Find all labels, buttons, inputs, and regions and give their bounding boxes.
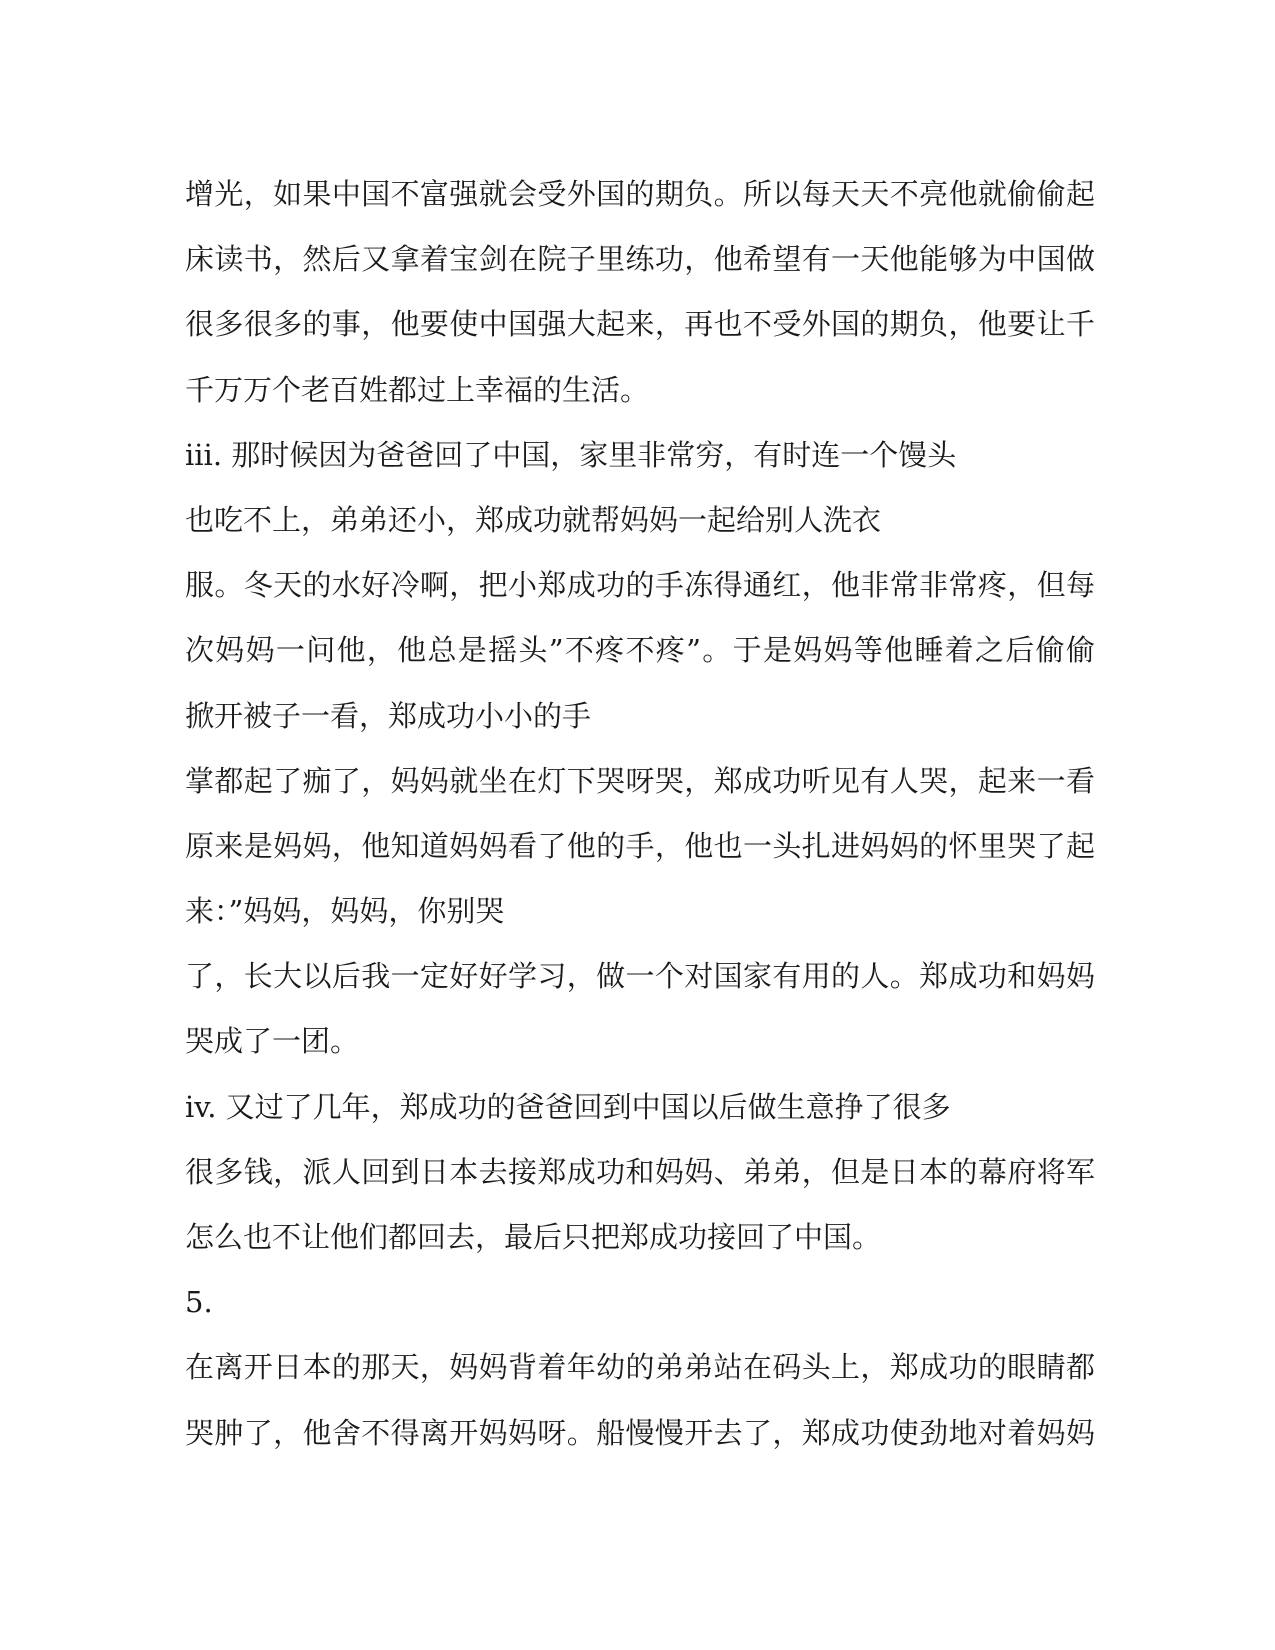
text-line: 床读书，然后又拿着宝剑在院子里练功，他希望有一天他能够为中国做 [185, 242, 1095, 277]
text-line: 5. [185, 1285, 213, 1320]
text-line: iii. 那时候因为爸爸回了中国，家里非常穷，有时连一个馒头 [185, 437, 957, 472]
text-line: iv. 又过了几年，郑成功的爸爸回到中国以后做生意挣了很多 [185, 1089, 951, 1124]
text-line: 怎么也不让他们都回去，最后只把郑成功接回了中国。 [185, 1220, 882, 1254]
text-line: 哭肿了，他舍不得离开妈妈呀。船慢慢开去了，郑成功使劲地对着妈妈 [185, 1415, 1095, 1450]
text-line: 很多很多的事，他要使中国强大起来，再也不受外国的期负，他要让千 [185, 307, 1095, 342]
text-line: 哭成了一团。 [185, 1024, 360, 1059]
text-line: 原来是妈妈，他知道妈妈看了他的手，他也一头扎进妈妈的怀里哭了起 [185, 828, 1095, 863]
text-line: 服。冬天的水好冷啊，把小郑成功的手冻得通红，他非常非常疼，但每 [185, 568, 1095, 603]
text-line: 在离开日本的那天，妈妈背着年幼的弟弟站在码头上，郑成功的眼睛都 [185, 1350, 1095, 1385]
text-line: 来：”妈妈，妈妈，你别哭 [185, 894, 505, 929]
text-line: 掀开被子一看，郑成功小小的手 [185, 698, 592, 733]
text-line: 很多钱，派人回到日本去接郑成功和妈妈、弟弟，但是日本的幕府将军 [185, 1154, 1095, 1189]
text-line: 增光，如果中国不富强就会受外国的期负。所以每天天不亮他就偷偷起 [185, 177, 1095, 211]
text-line: 也吃不上，弟弟还小，郑成功就帮妈妈一起给别人洗衣 [185, 502, 882, 537]
text-line: 千万万个老百姓都过上幸福的生活。 [185, 372, 650, 407]
text-line: 掌都起了痂了，妈妈就坐在灯下哭呀哭，郑成功听见有人哭，起来一看 [185, 763, 1095, 798]
text-line: 了，长大以后我一定好好学习，做一个对国家有用的人。郑成功和妈妈 [185, 959, 1095, 994]
text-line: 次妈妈一问他，他总是摇头”不疼不疼”。于是妈妈等他睡着之后偷偷 [185, 633, 1095, 668]
document-body [185, 162, 1095, 1466]
